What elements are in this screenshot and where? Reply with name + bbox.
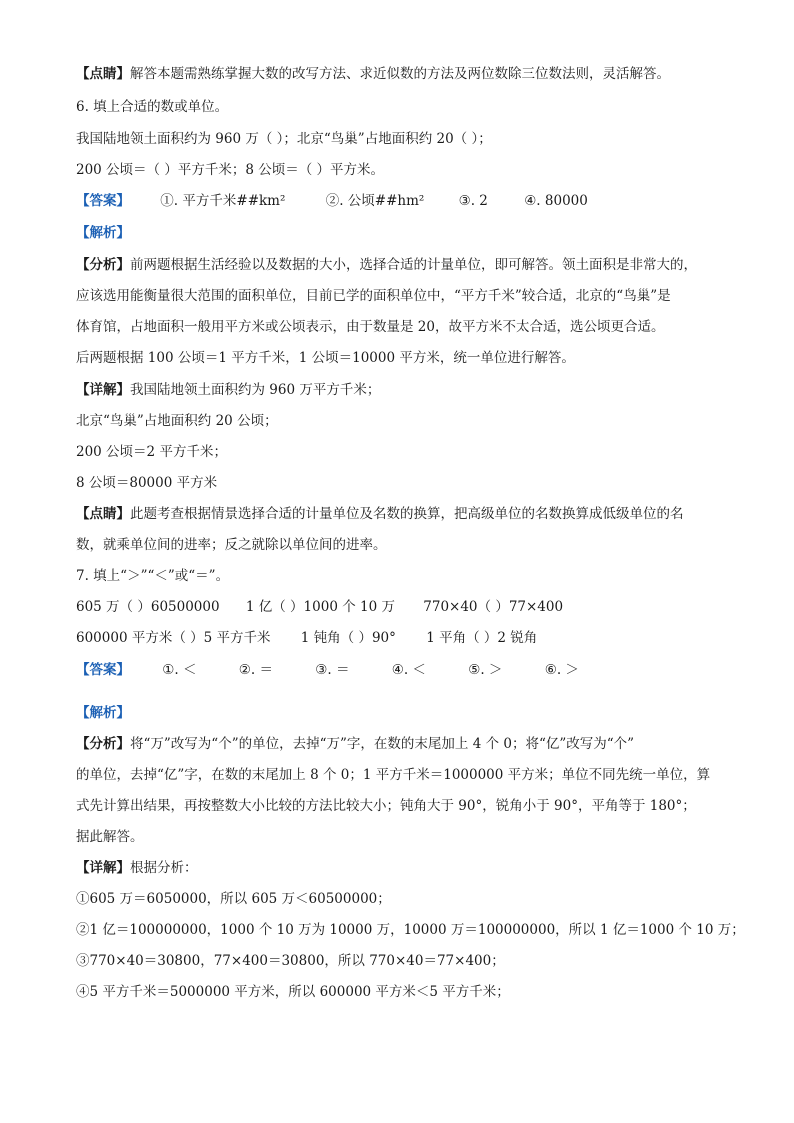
compare-item: 1 钝角（ ）90°	[300, 630, 396, 646]
q6-fenxi-2: 应该选用能衡量很大范围的面积单位，目前已学的面积单位中，“平方千米”较合适，北京的“鸟巢”是	[76, 288, 671, 304]
q6-fenxi-3: 体育馆，占地面积一般用平方米或公顷表示，由于数量是 20，故平方米不太合适，选公顷更合适。	[76, 319, 665, 335]
q6-fenxi-4: 后两题根据 100 公顷＝1 平方千米，1 公顷＝10000 平方米，统一单位进行解答。	[76, 350, 575, 366]
analysis-tag: 【解析】	[76, 225, 130, 241]
q6-detail-3: 200 公顷＝2 平方千米；	[76, 444, 227, 460]
q6-dianjing-2: 数，就乘单位间的进率；反之就除以单位间的进率。	[76, 537, 387, 553]
answer-item: ③. ＝	[315, 662, 350, 678]
q6-dianjing-1	[76, 504, 684, 524]
q6-analysis-tag	[76, 223, 130, 243]
q7-row2	[76, 628, 537, 648]
q6-fenxi-1	[76, 255, 697, 275]
detail-tag: 【详解】	[76, 382, 130, 398]
detail-text: 我国陆地领土面积约为 960 万平方千米；	[130, 382, 381, 398]
compare-item: 1 平角（ ）2 锐角	[426, 630, 538, 646]
q7-fenxi-4: 据此解答。	[76, 829, 144, 845]
answer-item: ③. 2	[458, 193, 488, 209]
dianjing-text: 解答本题需熟练掌握大数的改写方法、求近似数的方法及两位数除三位数法则，灵活解答。	[130, 66, 670, 82]
answer-item: ②. 公顷##hm²	[325, 193, 425, 209]
q6-line2: 200 公顷＝（ ）平方千米；8 公顷＝（ ）平方米。	[76, 162, 385, 178]
q7-fenxi-1	[76, 734, 634, 754]
fenxi-text: 前两题根据生活经验以及数据的大小，选择合适的计量单位，即可解答。领土面积是非常大的，	[130, 257, 697, 273]
q7-title: 7. 填上“＞”“＜”或“＝”。	[76, 568, 230, 584]
dianjing-text: 此题考查根据情景选择合适的计量单位及名数的换算，把高级单位的名数换算成低级单位的名	[130, 506, 684, 522]
fenxi-tag: 【分析】	[76, 257, 130, 273]
q7-row1	[76, 597, 563, 617]
compare-item: 770×40（ ）77×400	[423, 599, 564, 615]
compare-item: 1 亿（ ）1000 个 10 万	[245, 599, 395, 615]
compare-item: 600000 平方米（ ）5 平方千米	[76, 630, 271, 646]
answer-item: ④. 80000	[524, 193, 588, 209]
detail-tag: 【详解】	[76, 860, 130, 876]
q7-fenxi-3: 式先计算出结果，再按整数大小比较的方法比较大小；钝角大于 90°，锐角小于 90°，平角等于 180°；	[76, 798, 696, 814]
fenxi-tag: 【分析】	[76, 736, 130, 752]
answer-item: ④. ＜	[391, 662, 426, 678]
q6-answer	[76, 191, 588, 211]
answer-item: ⑥. ＞	[544, 662, 579, 678]
prev-dianjing	[76, 64, 670, 84]
compare-item: 605 万（ ）60500000	[76, 599, 220, 615]
q6-detail-2: 北京“鸟巢”占地面积约 20 公顷；	[76, 413, 278, 429]
q7-detail-1: ①605 万＝6050000，所以 605 万＜60500000；	[76, 891, 391, 907]
answer-tag: 【答案】	[76, 662, 130, 678]
fenxi-text: 将“万”改写为“个”的单位，去掉“万”字，在数的末尾加上 4 个 0；将“亿”改写为“个”	[130, 736, 635, 752]
q7-analysis-tag	[76, 703, 130, 723]
answer-item: ⑤. ＞	[468, 662, 503, 678]
detail-text: 根据分析：	[130, 860, 198, 876]
answer-item: ②. ＝	[238, 662, 273, 678]
q6-line1: 我国陆地领土面积约为 960 万（ ）；北京“鸟巢”占地面积约 20（ ）；	[76, 131, 492, 147]
dianjing-tag: 【点睛】	[76, 506, 130, 522]
q7-detail-2: ②1 亿＝100000000，1000 个 10 万为 10000 万，10000 万＝100000000，所以 1 亿＝1000 个 10 万；	[76, 922, 745, 938]
q7-detail-3: ③770×40＝30800，77×400＝30800，所以 770×40＝77×400；	[76, 953, 505, 969]
answer-tag: 【答案】	[76, 193, 130, 209]
dianjing-tag: 【点睛】	[76, 66, 130, 82]
analysis-tag: 【解析】	[76, 705, 130, 721]
answer-item: ①. 平方千米##km²	[160, 193, 286, 209]
q6-detail-1	[76, 380, 380, 400]
answer-item: ①. ＜	[162, 662, 197, 678]
q7-detail-4: ④5 平方千米＝5000000 平方米，所以 600000 平方米＜5 平方千米；	[76, 984, 510, 1000]
q7-answer	[76, 660, 579, 680]
q6-title: 6. 填上合适的数或单位。	[76, 99, 229, 115]
q7-fenxi-2: 的单位，去掉“亿”字，在数的末尾加上 8 个 0；1 平方千米＝1000000 平方米；单位不同先统一单位，算	[76, 767, 711, 783]
q6-detail-4: 8 公顷＝80000 平方米	[76, 475, 218, 491]
q7-detail-head	[76, 858, 198, 878]
